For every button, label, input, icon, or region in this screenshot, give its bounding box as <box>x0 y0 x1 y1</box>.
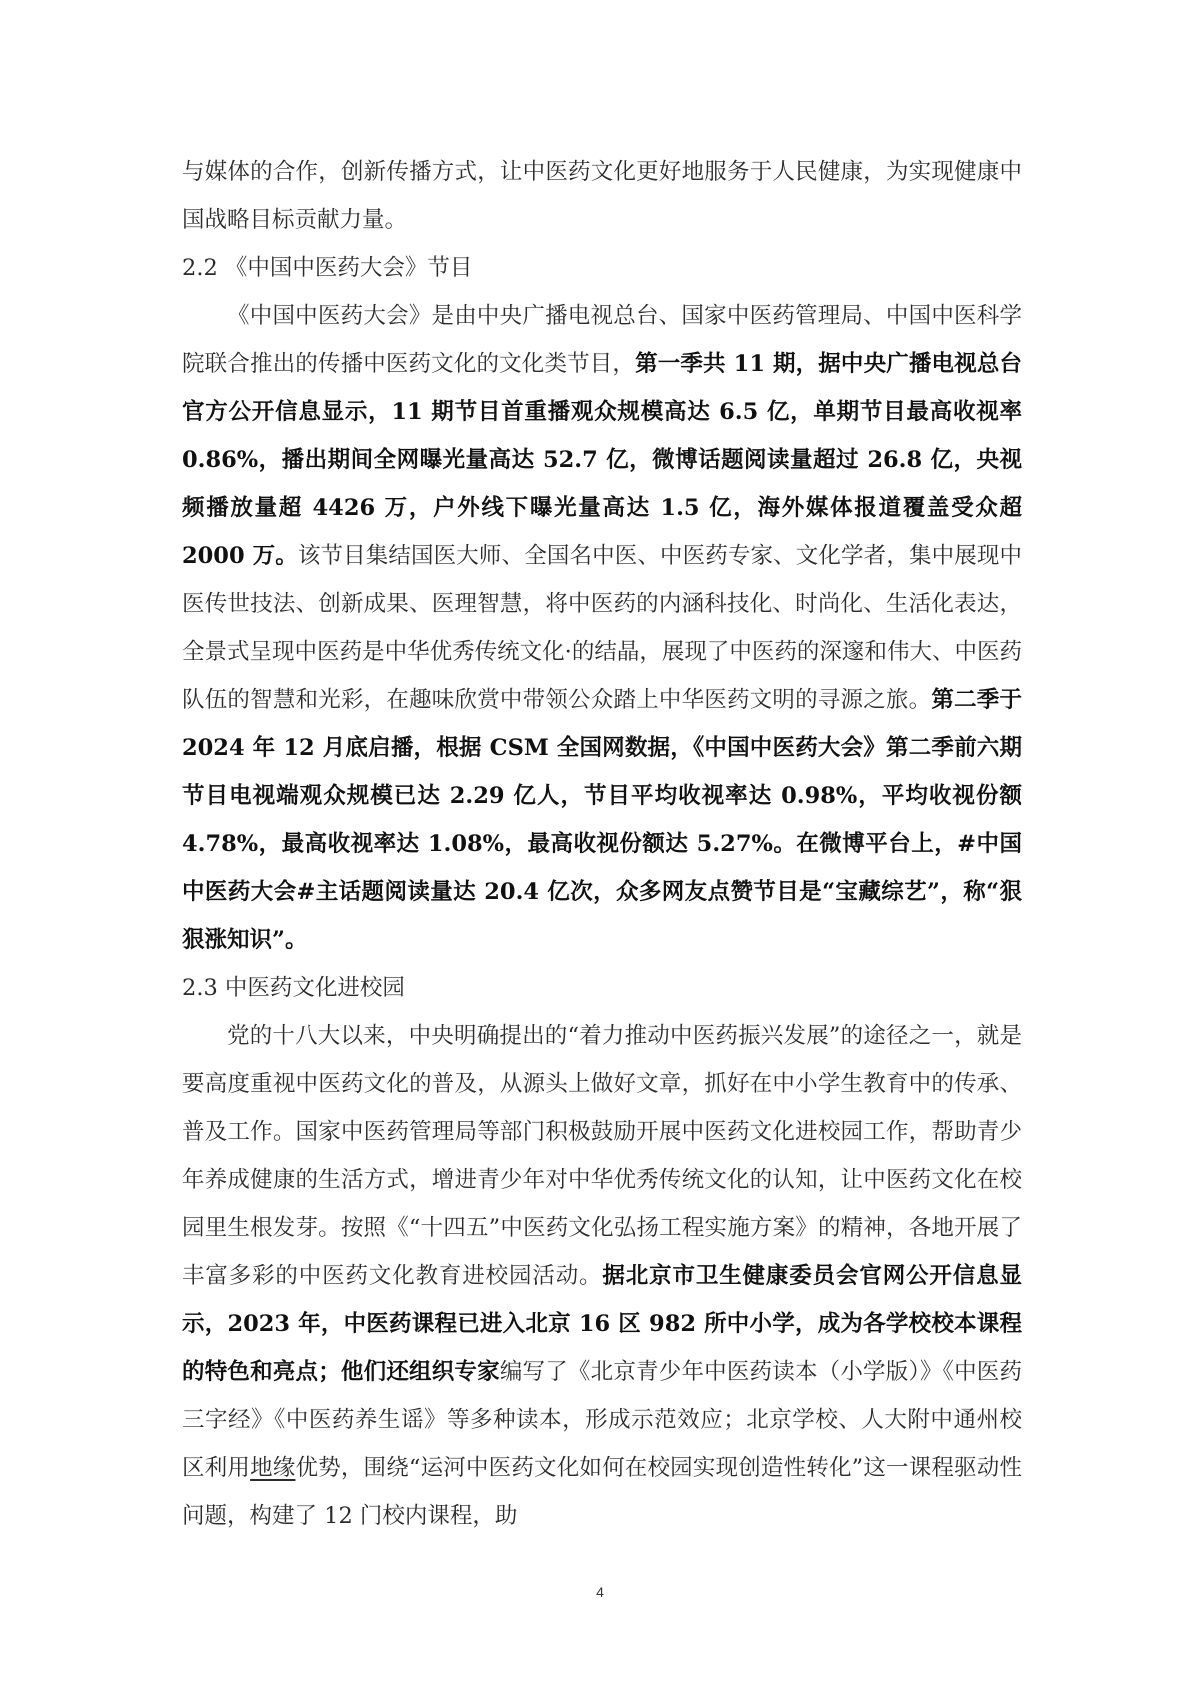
section-heading-2-2: 2.2 《中国中医药大会》节目 <box>182 255 473 281</box>
document-body <box>182 148 1022 1540</box>
tcm-conference-intro-text: 《中国中医药大会》是由中央广播电视总台、国家中医药管理局、中国中医科学院联合推出的传播中医药文化的文化类节目， <box>182 303 1022 377</box>
paragraph-intro-text: 与媒体的合作，创新传播方式，让中医药文化更好地服务于人民健康，为实现健康中国战略目标贡献力量。 <box>182 159 1022 233</box>
page-number: 4 <box>596 1584 604 1600</box>
tcm-schools-intro-text: 党的十八大以来，中央明确提出的“着力推动中医药振兴发展”的途径之一，就是要高度重视中医药文化的普及，从源头上做好文章，抓好在中小学生教育中的传承、普及工作。国家中医药管理局等部门积极鼓励开展中医药文化进校园工作，帮助青少年养成健康的生活方式，增进青少年对中华优秀传统文化的认知，让中医药文化在校园里生根发芽。按照《“十四五”中医药文化弘扬工程实施方案》的精神，各地开展了丰富多彩的中医药文化教育进校园活动。 <box>182 1023 1022 1289</box>
section-heading-2-3: 2.3 中医药文化进校园 <box>182 975 405 1001</box>
tcm-readers-text: 编写了《北京青少年中医药读本（小学版）》《中医药三字经》《中医药养生谣》等多种读本，形成示范效应；北京学校、人大附中通州校区利用 <box>182 1359 1022 1481</box>
paragraph-tcm-in-schools <box>182 1012 1022 1540</box>
underlined-term: 地缘 <box>250 1455 296 1481</box>
beijing-schools-stats-text: 据北京市卫生健康委员会官网公开信息显示，2023 年，中医药课程已进入北京 16 区 982 所中小学，成为各学校校本课程的特色和亮点；他们还组织专家 <box>182 1263 1022 1385</box>
canal-curriculum-text: 优势，围绕“运河中医药文化如何在校园实现创造性转化”这一课程驱动性问题，构建了 12 门校内课程，助 <box>182 1455 1022 1529</box>
season-two-stats-text: 第二季于 2024 年 12 月底启播，根据 CSM 全国网数据，《中国中医药大会》第二季前六期节目电视端观众规模已达 2.29 亿人，节目平均收视率达 0.98%，平均收视份额 4.78%，最高收视率达 1.08%，最高收视份额达 5.27%。在微博平台上，#中国中医药大会#主话题阅读量达 20.4 亿次，众多网友点赞节目是“宝藏综艺”，称“狠狠涨知识”。 <box>182 687 1022 953</box>
tcm-conference-description-text: 该节目集结国医大师、全国名中医、中医药专家、文化学者，集中展现中医传世技法、创新成果、医理智慧，将中医药的内涵科技化、时尚化、生活化表达，全景式呈现中医药是中华优秀传统文化·的结晶，展现了中医药的深邃和伟大、中医药队伍的智慧和光彩，在趣味欣赏中带领公众踏上中华医药文明的寻源之旅。 <box>182 543 1022 713</box>
paragraph-intro <box>182 148 1022 244</box>
paragraph-tcm-conference <box>182 292 1022 964</box>
season-one-stats-text: 第一季共 11 期，据中央广播电视总台官方公开信息显示，11 期节目首重播观众规模高达 6.5 亿，单期节目最高收视率 0.86%，播出期间全网曝光量高达 52.7 亿，微博话题阅读量超过 26.8 亿，央视频播放量超 4426 万，户外线下曝光量高达 1.5 亿，海外媒体报道覆盖受众超 2000 万。 <box>182 351 1022 569</box>
